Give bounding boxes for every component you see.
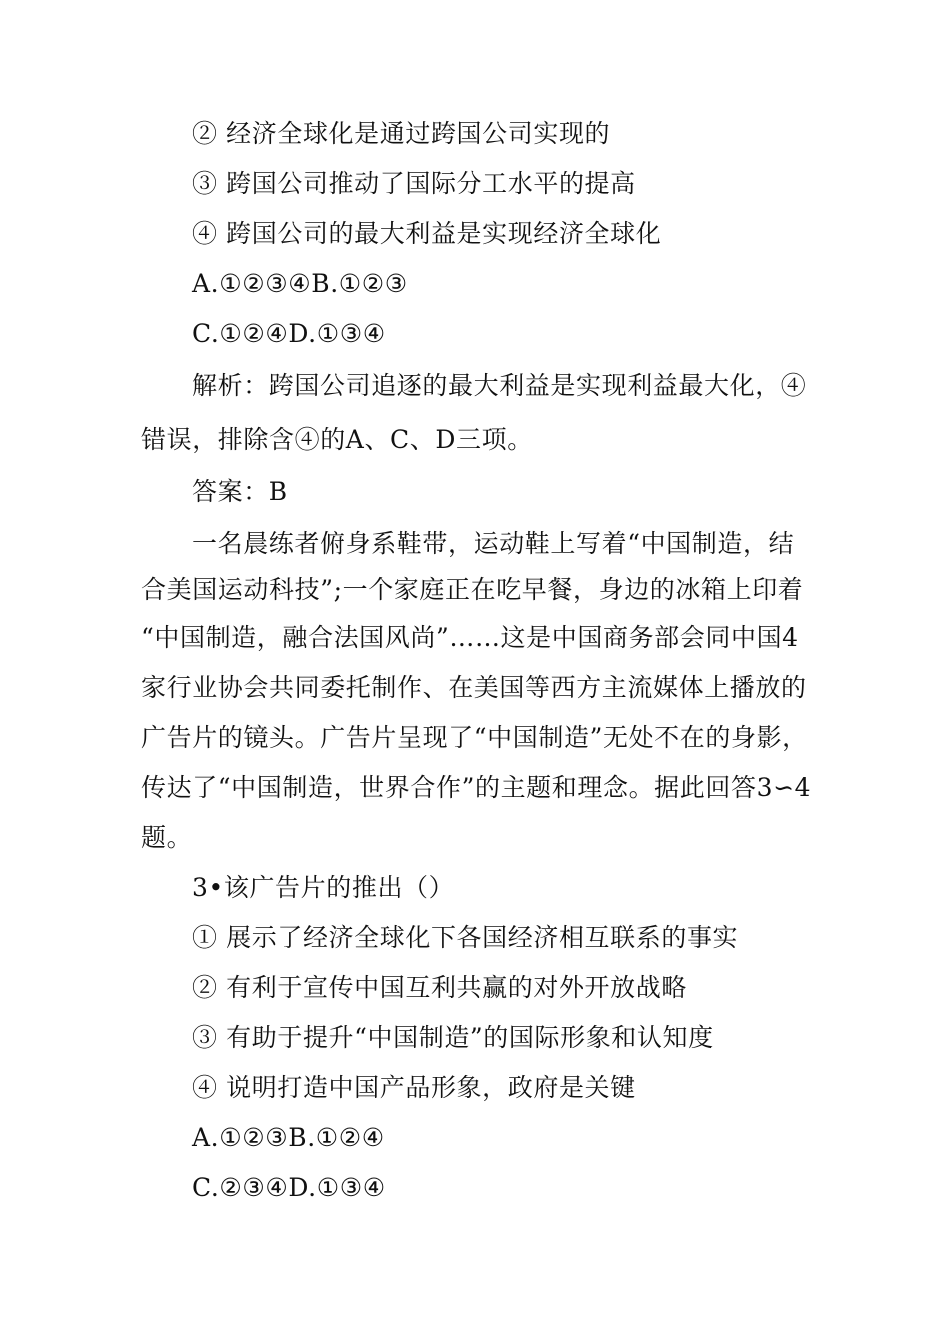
paragraph-line: 一名晨练者俯身系鞋带，运动鞋上写着“中国制造，结 [192,529,795,558]
paragraph-line: 广告片的镜头。广告片呈现了“中国制造”无处不在的身影， [141,723,808,752]
option-line: ④ 跨国公司的最大利益是实现经济全球化 [192,219,662,248]
option-line: ② 有利于宣传中国互利共赢的对外开放战略 [192,973,687,1002]
option-line: ① 展示了经济全球化下各国经济相互联系的事实 [192,923,739,952]
paragraph-line: 传达了“中国制造，世界合作”的主题和理念。据此回答3∽4 [141,773,812,802]
option-line: ③ 有助于提升“中国制造”的国际形象和认知度 [192,1023,714,1052]
option-line: ④ 说明打造中国产品形象，政府是关键 [192,1073,636,1102]
answer-choice-line: A.①②③④B.①②③ [192,269,408,298]
paragraph-line: “中国制造，融合法国风尚”……这是中国商务部会同中国4 [141,623,799,652]
analysis-line: 错误，排除含④的A、C、D三项。 [141,425,533,454]
answer-choice-line: A.①②③B.①②④ [192,1123,385,1152]
paragraph-line: 题。 [141,823,193,852]
question-line: 3•该广告片的推出（） [192,873,455,902]
analysis-line: 解析：跨国公司追逐的最大利益是实现利益最大化，④ [192,371,807,400]
answer-choice-line: C.②③④D.①③④ [192,1173,386,1202]
option-line: ② 经济全球化是通过跨国公司实现的 [192,119,611,148]
answer-line: 答案：B [192,477,288,506]
option-line: ③ 跨国公司推动了国际分工水平的提高 [192,169,636,198]
paragraph-line: 合美国运动科技”;一个家庭正在吃早餐，身边的冰箱上印着 [141,575,804,604]
paragraph-line: 家行业协会共同委托制作、在美国等西方主流媒体上播放的 [141,673,807,702]
answer-choice-line: C.①②④D.①③④ [192,319,386,348]
